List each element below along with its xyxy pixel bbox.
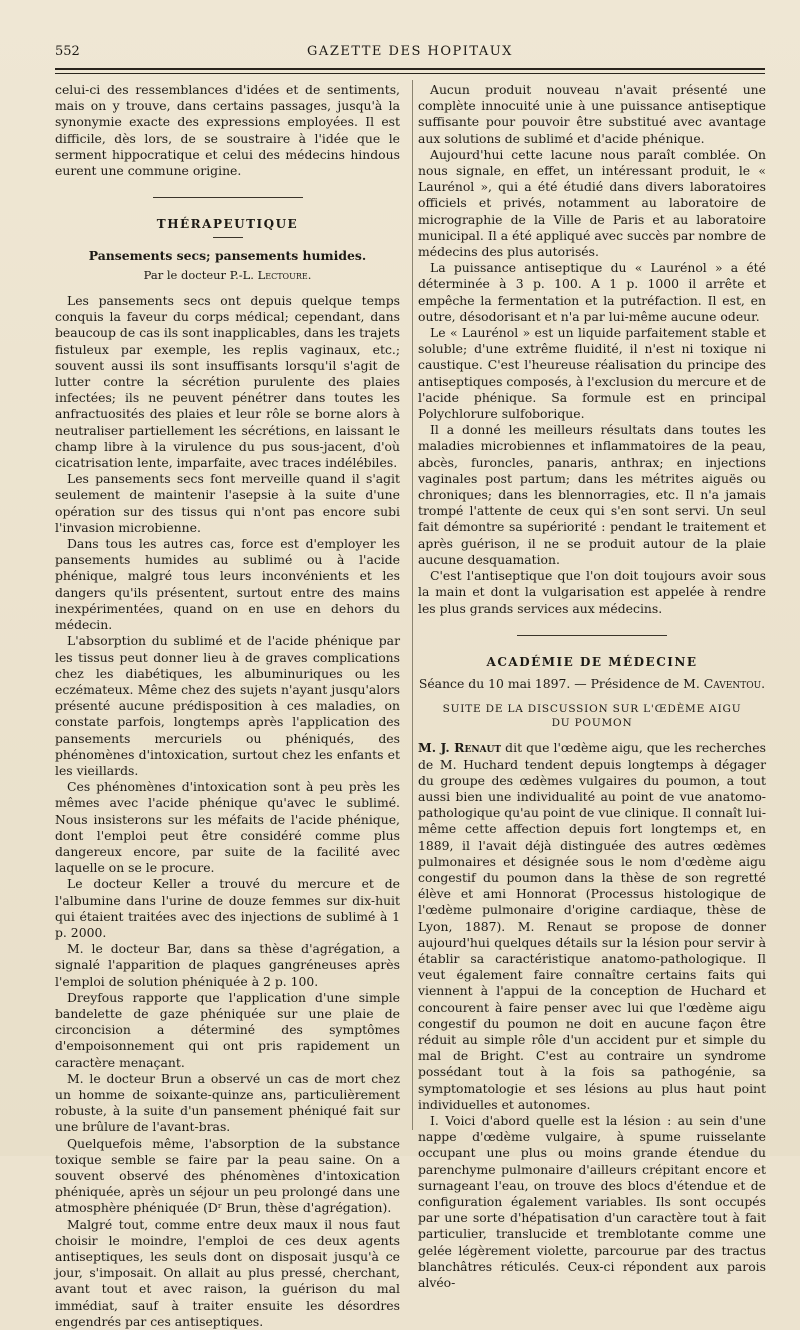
speaker-name: M. J. Renaut (418, 740, 502, 756)
seance-line (418, 676, 766, 692)
paragraph: Les pansements secs ont depuis quelque temps conquis la faveur du corps médical; cependant, dans beaucoup de cas ils sont inapplicables, dans les trajets fistuleux par exemple, les replis vaginaux, etc.; souvent aussi ils sont insuffisants lorsqu'il s'agit de lutter contre la sécrétion purulente des plaies infectées; ils ne peuvent pénétrer dans toutes les anfractuosités des plaies et leur rôle se borne alors à neutraliser partiellement les sécrétions, en laissant le champ libre à la virulence du pus sous-jacent, d'où cicatrisation lente, imparfaite, avec traces indélébiles. (55, 293, 400, 471)
paragraph: Le « Laurénol » est un liquide parfaitement stable et soluble; d'une extrême fluidité, il n'est ni toxique ni caustique. C'est l'heureuse réalisation du principe des antiseptiques composés, à l'exclusion du mercure et de l'acide phénique. Sa formule est en principal Polychlorure sulfoborique. (418, 325, 766, 422)
paragraph: I. Voici d'abord quelle est la lésion : au sein d'une nappe d'œdème vulgaire, à spume ruisselante occupant une plus ou moins grande étendue du parenchyme pulmonaire d'ailleurs crépitant encore et surnageant l'eau, on trouve des blocs d'étendue et de configuration également variables. Ils sont occupés par une sorte d'hépatisation d'un caractère tout à fait particulier, translucide et tremblotante comme une gelée légèrement violette, parcourue par des tractus blanchâtres réticulés. Ceux-ci répondent aux parois alvéo- (418, 1112, 766, 1291)
section-title-academie: ACADÉMIE DE MÉDECINE (486, 654, 698, 669)
paragraph: M. le docteur Bar, dans sa thèse d'agrégation, a signalé l'apparition de plaques gangréneuses après l'emploi de solution phéniquée à 2 p. 100. (55, 941, 400, 989)
paragraph: C'est l'antiseptique que l'on doit toujours avoir sous la main et dont la vulgarisation est appelée à rendre les plus grands services aux médecins. (418, 568, 766, 616)
speaker-paragraph (418, 740, 766, 1113)
page-number: 552 (55, 44, 80, 59)
article-byline (55, 267, 400, 283)
paragraph: Les pansements secs font merveille quand il s'agit seulement de maintenir l'asepsie à la suite d'une opération sur des tissus qui n'ont pas encore subi l'invasion microbienne. (55, 471, 400, 535)
speaker-text: dit que l'œdème aigu, que les recherches de M. Huchard tendent depuis longtemps à dégager du groupe des œdèmes vulgaires du poumon, a tout aussi bien une individualité au point de vue anatomo-pathologique qu'au point de vue clinique. Il connaît lui-même cette affection depuis fort longtemps et, en 1889, il l'avait déjà distinguée des autres œdèmes pulmonaires et désignée sous le nom d'œdème aigu congestif du poumon dans la thèse de son regretté élève et ami Honnorat (Processus histologique de l'œdème pulmonaire d'origine cardiaque, thèse de Lyon, 1887). M. Renaut se propose de donner aujourd'hui quelques détails sur la lésion pour servir à établir sa caractéristique anatomo-pathologique. Il veut également faire connaître certains faits qui viennent à l'appui de la conception de Huchard et concourent à faire penser avec lui que l'œdème aigu congestif du poumon ne doit en aucune façon être réduit au simple rôle d'un accident pur et simple du mal de Bright. C'est au contraire un syndrome possédant tout à la fois sa pathogénie, sa symptomatologie et ses lésions au plus haut point individuelles et autonomes. (418, 740, 767, 1112)
byline-prefix: Par le docteur P.-L. (143, 267, 258, 282)
header-rule (55, 68, 765, 70)
paragraph: Dreyfous rapporte que l'application d'une simple bandelette de gaze phéniquée sur une plaie de circoncision a déterminé des symptômes d'empoisonnement qui ont pris rapidement un caractère menaçant. (55, 989, 400, 1070)
byline-author: Lectoure. (257, 267, 312, 282)
section-divider (418, 628, 766, 644)
article-title: Pansements secs; pansements humides. (88, 247, 367, 263)
left-column (55, 82, 400, 1330)
paragraph: Il a donné les meilleurs résultats dans toutes les maladies microbiennes et inflammatoires de la peau, abcès, furoncles, panaris, anthrax; en injections vaginales post partum; dans les métrites aiguës ou chroniques; dans les blennorragies, etc. Il n'a jamais trompé l'attente de ceux qui s'en sont servi. Un seul fait démontre sa supériorité : pendant le traitement et après guérison, il ne se produit autour de la plaie aucune desquamation. (418, 422, 766, 567)
header-rule-thin (55, 73, 765, 74)
paragraph: Ces phénomènes d'intoxication sont à peu près les mêmes avec l'acide phénique qu'avec le sublimé. Nous insisterons sur les méfaits de l'acide phénique, dont l'emploi peut être considéré comme plus dangereux encore, par suite de la facilité avec laquelle on se le procure. (55, 779, 400, 876)
subsection-line-2: DU POUMON (551, 717, 633, 730)
paragraph: Aujourd'hui cette lacune nous paraît comblée. On nous signale, en effet, un intéressant produit, le « Laurénol », qui a été étudié dans divers laboratoires officiels et privés, notamment au laboratoire de micrographie de la Ville de Paris et au laboratoire municipal. Il a été appliqué avec succès par nombre de médecins des plus autorisés. (418, 146, 766, 260)
page-header (55, 42, 765, 64)
paragraph: L'absorption du sublimé et de l'acide phénique par les tissus peut donner lieu à de graves complications chez les diabétiques, les albuminuriques ou les eczémateux. Même chez des sujets n'ayant jusqu'alors présenté aucune prédisposition à ces maladies, on constate parfois, longtemps après l'application des pansements mercuriels ou phéniqués, des phénomènes d'intoxication, surtout chez les enfants et les vieillards. (55, 633, 400, 778)
seance-prefix: Séance du 10 mai 1897. — Présidence de M. (418, 676, 704, 692)
intro-paragraph: celui-ci des ressemblances d'idées et de sentiments, mais on y trouve, dans certains passages, jusqu'à la synonymie exacte des expressions employées. Il est difficile, dès lors, de se soustraire à l'idée que le serment hippocratique et celui des médecins hindous eurent une commune origine. (55, 82, 400, 179)
section-divider (55, 190, 400, 206)
paragraph: Quelquefois même, l'absorption de la substance toxique semble se faire par la peau saine. On a souvent observé des phénomènes d'intoxication phéniquée, après un séjour un peu prolongé dans une atmosphère phéniquée (Dʳ Brun, thèse d'agrégation). (55, 1135, 400, 1216)
short-rule (213, 237, 243, 238)
section-title-therapeutique: THÉRAPEUTIQUE (156, 217, 299, 232)
paragraph: Malgré tout, comme entre deux maux il nous faut choisir le moindre, l'emploi de ces deux agents antiseptiques, les seuls dont on disposait jusqu'à ce jour, s'imposait. On allait au plus pressé, cherchant, avant tout et avec raison, la guérison du mal immédiat, sauf à traiter ensuite les désordres engendrés par ces antiseptiques. (55, 1216, 400, 1329)
paragraph: M. le docteur Brun a observé un cas de mort chez un homme de soixante-quinze ans, particulièrement robuste, à la suite d'un pansement phéniqué fait sur une brûlure de l'avant-bras. (55, 1070, 400, 1135)
paragraph: Dans tous les autres cas, force est d'employer les pansements humides au sublimé ou à l'acide phénique, malgré tous leurs inconvénients et les dangers qu'ils présentent, surtout entre des mains inexpérimentées, quand on en use en dehors du médecin. (55, 536, 400, 633)
right-column (418, 82, 766, 1291)
paragraph: Aucun produit nouveau n'avait présenté une complète innocuité unie à une puissance antiseptique suffisante pour pouvoir être substitué avec avantage aux solutions de sublimé et d'acide phénique. (418, 82, 766, 146)
paragraph: La puissance antiseptique du « Laurénol » a été déterminée à 3 p. 100. A 1 p. 1000 il arrête et empêche la fermentation et la putréfaction. Il est, en outre, désodorisant et n'a par lui-même aucune odeur. (418, 260, 766, 324)
paragraph: Le docteur Keller a trouvé du mercure et de l'albumine dans l'urine de douze femmes sur dix-huit qui étaient traitées avec des injections de sublimé à 1 p. 2000. (55, 876, 400, 940)
running-title: GAZETTE DES HOPITAUX (307, 44, 513, 59)
column-separator (412, 80, 413, 1130)
subsection-title (418, 702, 766, 730)
subsection-line-1: SUITE DE LA DISCUSSION SUR L'ŒDÈME AIGU (442, 703, 742, 716)
seance-president: Caventou. (703, 676, 766, 692)
